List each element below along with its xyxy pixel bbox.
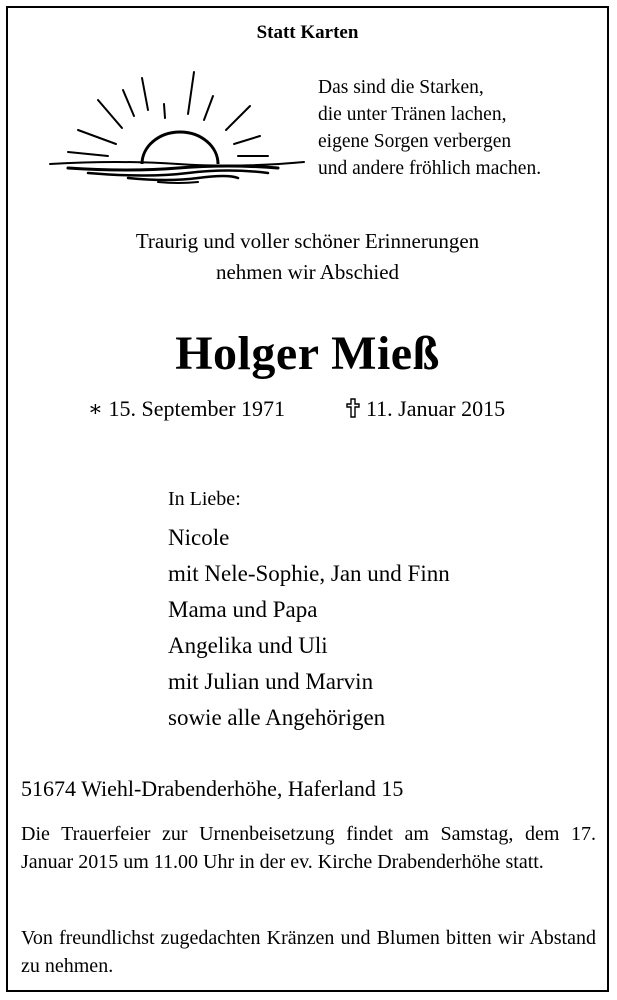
- intro-line: nehmen wir Abschied: [215, 260, 400, 284]
- flowers-request: Von freundlichst zugedachten Kränzen und Blumen bitten wir Abstand zu nehmen.: [21, 927, 596, 977]
- birth-date: [88, 396, 285, 422]
- address: 51674 Wiehl-Drabenderhöhe, Haferland 15: [21, 776, 404, 801]
- death-date: [346, 396, 505, 422]
- obituary-notice: [6, 6, 609, 992]
- poem-line: Das sind die Starken,: [318, 77, 484, 98]
- funeral-info: Die Trauerfeier zur Urnenbeisetzung findet am Samstag, dem 17. Januar 2015 um 11.00 Uhr in der ev. Kirche Drabenderhöhe statt.: [21, 823, 596, 873]
- notice-heading: Statt Karten: [256, 22, 359, 43]
- mourner-line: mit Nele-Sophie, Jan und Finn: [168, 561, 450, 586]
- intro-line: Traurig und voller schöner Erinnerungen: [135, 229, 480, 253]
- mourner-line: Nicole: [168, 525, 230, 550]
- poem-line: die unter Tränen lachen,: [318, 104, 507, 125]
- mourners-label: In Liebe:: [168, 488, 241, 510]
- death-date-text: 11. Januar 2015: [366, 396, 506, 421]
- sunset-icon: [38, 60, 306, 185]
- poem: [318, 74, 541, 182]
- poem-line: und andere fröhlich machen.: [318, 158, 542, 179]
- mourner-line: sowie alle Angehörigen: [168, 705, 386, 730]
- star-icon: ∗: [88, 396, 103, 421]
- mourner-line: Mama und Papa: [168, 597, 318, 622]
- birth-date-text: 15. September 1971: [108, 396, 286, 421]
- intro-text: [8, 226, 607, 288]
- mourner-line: mit Julian und Marvin: [168, 669, 374, 694]
- deceased-name: Holger Mieß: [175, 327, 440, 380]
- mourners-list: [168, 520, 450, 736]
- poem-line: eigene Sorgen verbergen: [318, 131, 512, 152]
- cross-icon: [346, 398, 360, 418]
- mourner-line: Angelika und Uli: [168, 633, 328, 658]
